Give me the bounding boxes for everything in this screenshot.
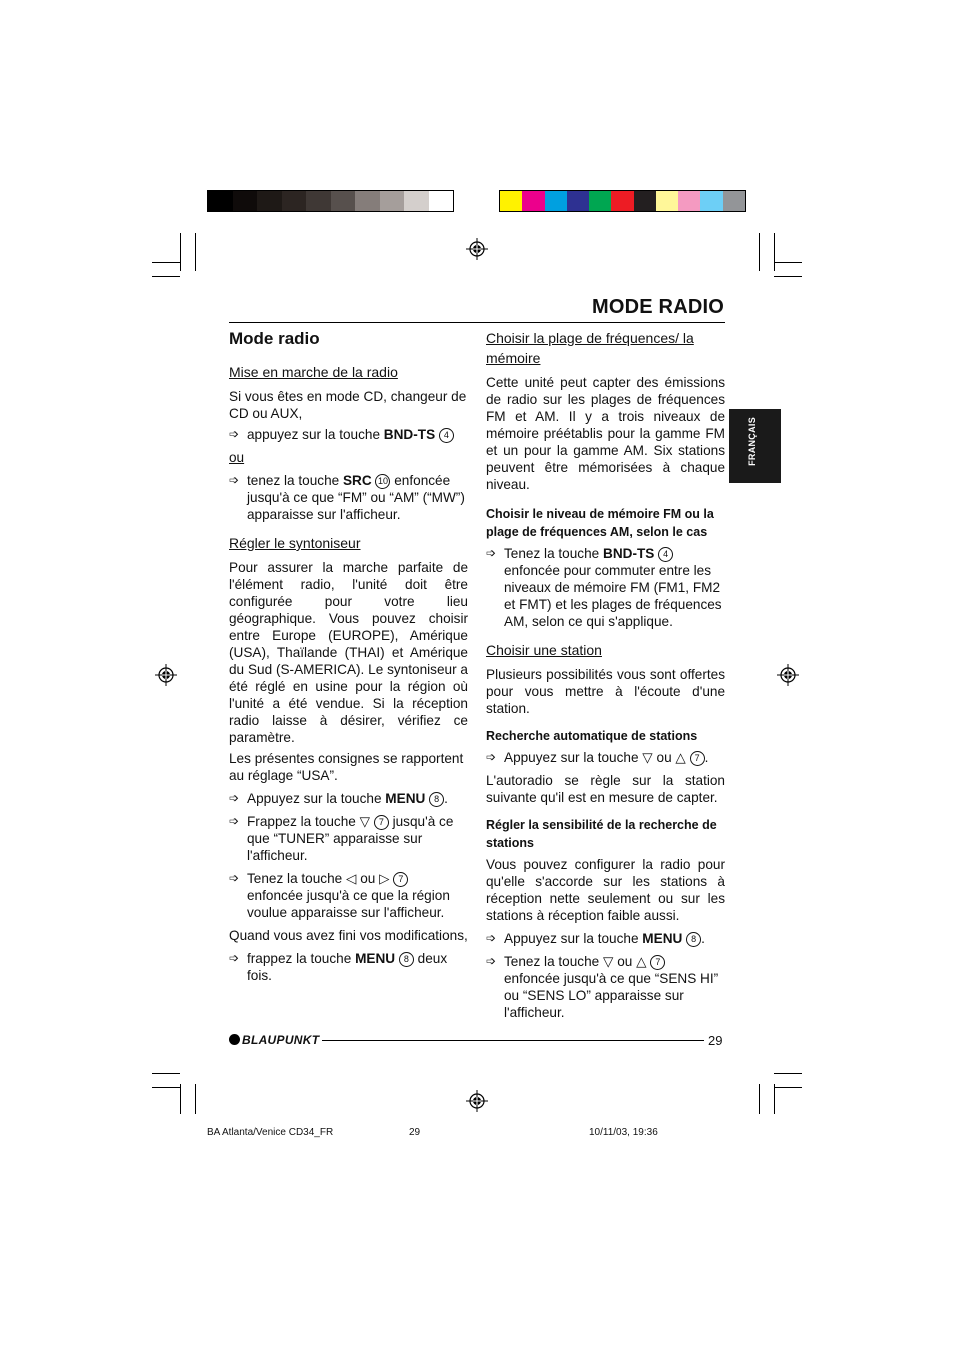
- gray-calibration-bar: [207, 190, 454, 212]
- arrow-bullet-icon: ➩: [229, 814, 240, 828]
- heading-niveau: Choisir le niveau de mémoire FM ou la plage de fréquences AM, selon le cas: [486, 507, 714, 539]
- language-tab-label: FRANÇAIS: [747, 417, 757, 466]
- color-calibration-bar: [499, 190, 746, 212]
- arrow-bullet-icon: ➩: [486, 954, 497, 968]
- calibration-swatch: [678, 191, 700, 211]
- circled-number: 7: [650, 955, 665, 970]
- meta-date: 10/11/03, 19:36: [589, 1127, 658, 1138]
- paragraph-consignes: Les présentes consignes se rapportent au réglage “USA”.: [229, 751, 464, 783]
- calibration-swatch: [500, 191, 522, 211]
- key-menu: MENU: [355, 951, 396, 966]
- calibration-swatch: [233, 191, 258, 211]
- paragraph-unite: Cette unité peut capter des émissions de radio sur les plages de fréquences FM et AM. Il y a trois niveaux de mémoire préétablis pour la gamme FM et un pour la gamme AM. Six stations peuvent être mémorisées à chaque niveau.: [486, 375, 725, 492]
- heading-plage: Choisir la plage de fréquences/ la mémoire: [486, 330, 694, 366]
- instruction-item: ➩ Appuyez sur la touche ▽ ou △ 7 .: [486, 750, 709, 765]
- calibration-swatch: [589, 191, 611, 211]
- circled-number: 4: [658, 547, 673, 562]
- calibration-swatch: [208, 191, 233, 211]
- heading-recherche: Recherche automatique de stations: [486, 729, 698, 743]
- instruction-item: ➩ Tenez la touche ▽ ou △ 7 enfoncée jusqu'à ce que “SENS HI” ou “SENS LO” apparaisse sur l'afficheur.: [486, 954, 719, 1020]
- header-divider: [229, 322, 725, 323]
- arrow-bullet-icon: ➩: [229, 473, 240, 487]
- registration-target-icon: [466, 238, 488, 260]
- instruction-item: ➩ frappez la touche MENU 8 deux fois.: [229, 951, 448, 983]
- paragraph-plusieurs: Plusieurs possibilités vous sont offertes pour vous mettre à l'écoute d'une station.: [486, 667, 725, 716]
- instruction-item: ➩ Tenez la touche ◁ ou ▷ 7 enfoncée jusqu'à ce que la région voulue apparaisse sur l'afficheur.: [229, 871, 450, 920]
- crop-mark: [774, 1087, 802, 1088]
- key-menu: MENU: [385, 791, 426, 806]
- instruction-item: ➩ Appuyez sur la touche MENU 8 .: [486, 931, 705, 946]
- circled-number: 7: [374, 815, 389, 830]
- calibration-swatch: [404, 191, 429, 211]
- calibration-swatch: [282, 191, 307, 211]
- crop-mark: [774, 276, 802, 277]
- calibration-swatch: [723, 191, 745, 211]
- calibration-swatch: [567, 191, 589, 211]
- calibration-swatch: [634, 191, 656, 211]
- paragraph-cd: Si vous êtes en mode CD, changeur de CD ou AUX,: [229, 389, 467, 421]
- circled-number: 10: [375, 474, 390, 489]
- meta-file: BA Atlanta/Venice CD34_FR: [207, 1127, 334, 1138]
- crop-mark: [759, 233, 760, 271]
- crop-mark: [152, 1073, 180, 1074]
- crop-mark: [180, 233, 181, 271]
- circled-number: 8: [399, 952, 414, 967]
- left-column: [229, 328, 468, 990]
- arrow-bullet-icon: ➩: [229, 871, 240, 885]
- registration-target-icon: [777, 664, 799, 686]
- circled-number: 8: [429, 792, 444, 807]
- instruction-item: ➩ Frappez la touche ▽ 7 jusqu'à ce que “TUNER” apparaisse sur l'afficheur.: [229, 814, 454, 863]
- arrow-bullet-icon: ➩: [229, 791, 240, 805]
- page-title: MODE RADIO: [592, 296, 724, 318]
- arrow-bullet-icon: ➩: [229, 427, 240, 441]
- crop-mark: [774, 1084, 775, 1114]
- page-number: 29: [708, 1033, 723, 1048]
- brand-logo: BLAUPUNKT: [229, 1033, 319, 1047]
- key-bnd-ts: BND-TS: [603, 546, 655, 561]
- footer-divider: [322, 1040, 704, 1041]
- instruction-item: ➩ Appuyez sur la touche MENU 8 .: [229, 791, 448, 806]
- circled-number: 7: [690, 751, 705, 766]
- arrow-bullet-icon: ➩: [486, 750, 497, 764]
- circled-number: 8: [686, 932, 701, 947]
- crop-mark: [152, 1087, 180, 1088]
- section-title: Mode radio: [229, 329, 320, 348]
- crop-mark: [774, 233, 775, 271]
- crop-mark: [152, 276, 180, 277]
- logo-dot-icon: [229, 1034, 240, 1045]
- meta-page: 29: [409, 1127, 421, 1138]
- paragraph-vous: Vous pouvez configurer la radio pour qu'elle s'accorde sur les stations à réception nette seulement ou sur les stations à réception faible aussi.: [486, 857, 725, 923]
- key-menu: MENU: [642, 931, 683, 946]
- crop-mark: [152, 262, 180, 263]
- instruction-item: ➩ tenez la touche SRC 10 enfoncée jusqu'à ce que “FM” ou “AM” (“MW”) apparaisse sur l'afficheur.: [229, 473, 465, 522]
- heading-regler: Régler le syntoniseur: [229, 535, 361, 551]
- calibration-swatch: [331, 191, 356, 211]
- key-bnd-ts: BND-TS: [383, 427, 436, 442]
- paragraph-autoradio: L'autoradio se règle sur la station suivante qu'il est en mesure de capter.: [486, 773, 725, 805]
- heading-mise-en-marche: Mise en marche de la radio: [229, 364, 398, 380]
- heading-sensibilite: Régler la sensibilité de la recherche de stations: [486, 818, 717, 850]
- crop-mark: [774, 1073, 802, 1074]
- calibration-swatch: [545, 191, 567, 211]
- calibration-swatch: [257, 191, 282, 211]
- paragraph-quand: Quand vous avez fini vos modifications,: [229, 928, 468, 943]
- calibration-swatch: [429, 191, 454, 211]
- circled-number: 7: [393, 872, 408, 887]
- instruction-item: ➩ Tenez la touche BND-TS 4 enfoncée pour commuter entre les niveaux de mémoire FM (FM1, FM2 et FMT) et les plages de fréquences AM, selon ce qui s'applique.: [486, 546, 722, 629]
- registration-target-icon: [466, 1090, 488, 1112]
- right-column: [486, 328, 725, 1027]
- arrow-bullet-icon: ➩: [486, 931, 497, 945]
- crop-mark: [759, 1084, 760, 1114]
- arrow-bullet-icon: ➩: [229, 951, 240, 965]
- calibration-swatch: [522, 191, 544, 211]
- instruction-item: ➩ appuyez sur la touche BND-TS 4: [229, 426, 468, 443]
- calibration-swatch: [306, 191, 331, 211]
- crop-mark: [180, 1084, 181, 1114]
- or-text: ou: [229, 450, 245, 465]
- language-tab: [729, 409, 781, 483]
- circled-number: 4: [439, 428, 454, 443]
- heading-station: Choisir une station: [486, 642, 602, 658]
- calibration-swatch: [380, 191, 405, 211]
- crop-mark: [774, 262, 802, 263]
- calibration-swatch: [700, 191, 722, 211]
- paragraph-assurer: Pour assurer la marche parfaite de l'élément radio, l'unité doit être configurée pour votre lieu géographique. Vous pouvez choisir entre Europe (EUROPE), Amérique (USA), Thaïlande (THAI) et Amérique du Sud (S-AMERICA). Le syntoniseur a été réglé en usine pour la région où l'unité a été vendue. Si la réception radio laisse à désirer, vérifiez ce paramètre.: [229, 560, 468, 745]
- crop-mark: [195, 1084, 196, 1114]
- calibration-swatch: [355, 191, 380, 211]
- key-src: SRC: [342, 473, 372, 488]
- arrow-bullet-icon: ➩: [486, 546, 497, 560]
- calibration-swatch: [611, 191, 633, 211]
- crop-mark: [195, 233, 196, 271]
- registration-target-icon: [155, 664, 177, 686]
- calibration-swatch: [656, 191, 678, 211]
